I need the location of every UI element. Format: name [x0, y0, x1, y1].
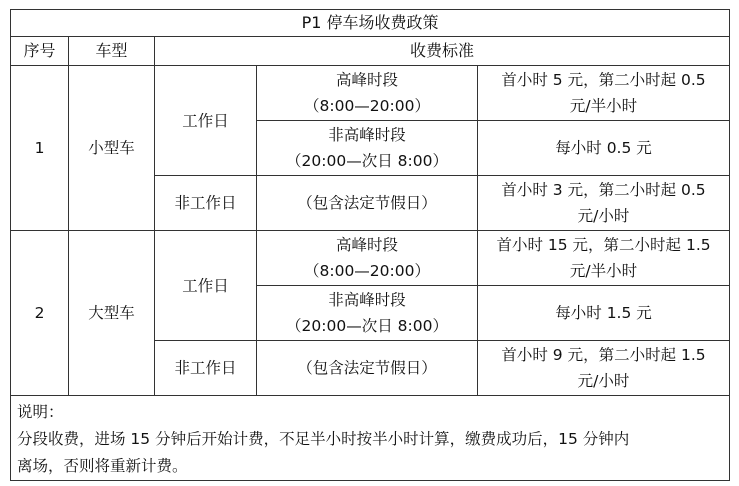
parking-fee-table [10, 9, 730, 481]
offpeak-period [257, 121, 478, 176]
peak-label: 高峰时段 [335, 71, 398, 89]
nonworkday-note: （包含法定节假日） [257, 341, 478, 396]
peak-price-line1: 首小时 5 元，第二小时起 0.5 [501, 71, 706, 89]
title-row [11, 10, 730, 37]
nonworkday-price [478, 341, 730, 396]
header-fee-standard: 收费标准 [155, 37, 730, 66]
workday-label: 工作日 [155, 231, 257, 341]
offpeak-price: 每小时 1.5 元 [478, 286, 730, 341]
peak-price [478, 231, 730, 286]
notes-cell [11, 396, 730, 481]
peak-price-line1: 首小时 15 元，第二小时起 1.5 [496, 236, 711, 254]
peak-price [478, 66, 730, 121]
table-title: P1 停车场收费政策 [11, 10, 730, 37]
notes-row [11, 396, 730, 481]
table-row [11, 231, 730, 286]
offpeak-label: 非高峰时段 [328, 291, 406, 309]
offpeak-time: （20:00—次日 8:00） [286, 317, 448, 335]
peak-period [257, 66, 478, 121]
header-no: 序号 [11, 37, 69, 66]
offpeak-price: 每小时 0.5 元 [478, 121, 730, 176]
fee-table-container [10, 9, 730, 481]
nonworkday-note: （包含法定节假日） [257, 176, 478, 231]
offpeak-time: （20:00—次日 8:00） [286, 152, 448, 170]
nonworkday-price-line1: 首小时 9 元，第二小时起 1.5 [501, 346, 706, 364]
notes-heading: 说明： [17, 403, 64, 421]
row-number: 2 [11, 231, 69, 396]
header-row [11, 37, 730, 66]
vehicle-type: 小型车 [69, 66, 155, 231]
vehicle-type: 大型车 [69, 231, 155, 396]
header-vehicle-type: 车型 [69, 37, 155, 66]
nonworkday-price-line1: 首小时 3 元，第二小时起 0.5 [501, 181, 706, 199]
offpeak-label: 非高峰时段 [328, 126, 406, 144]
notes-line-1: 分段收费，进场 15 分钟后开始计费，不足半小时按半小时计算，缴费成功后，15 分钟内 [17, 430, 630, 448]
workday-label: 工作日 [155, 66, 257, 176]
table-row [11, 66, 730, 121]
nonworkday-price-line2: 元/小时 [577, 207, 630, 225]
nonworkday-label: 非工作日 [155, 341, 257, 396]
peak-time: （8:00—20:00） [304, 97, 430, 115]
peak-label: 高峰时段 [335, 236, 398, 254]
peak-period [257, 231, 478, 286]
nonworkday-price [478, 176, 730, 231]
nonworkday-label: 非工作日 [155, 176, 257, 231]
row-number: 1 [11, 66, 69, 231]
peak-time: （8:00—20:00） [304, 262, 430, 280]
notes-line-2: 离场，否则将重新计费。 [17, 457, 188, 475]
nonworkday-price-line2: 元/小时 [577, 372, 630, 390]
offpeak-period [257, 286, 478, 341]
peak-price-line2: 元/半小时 [569, 97, 638, 115]
peak-price-line2: 元/半小时 [569, 262, 638, 280]
